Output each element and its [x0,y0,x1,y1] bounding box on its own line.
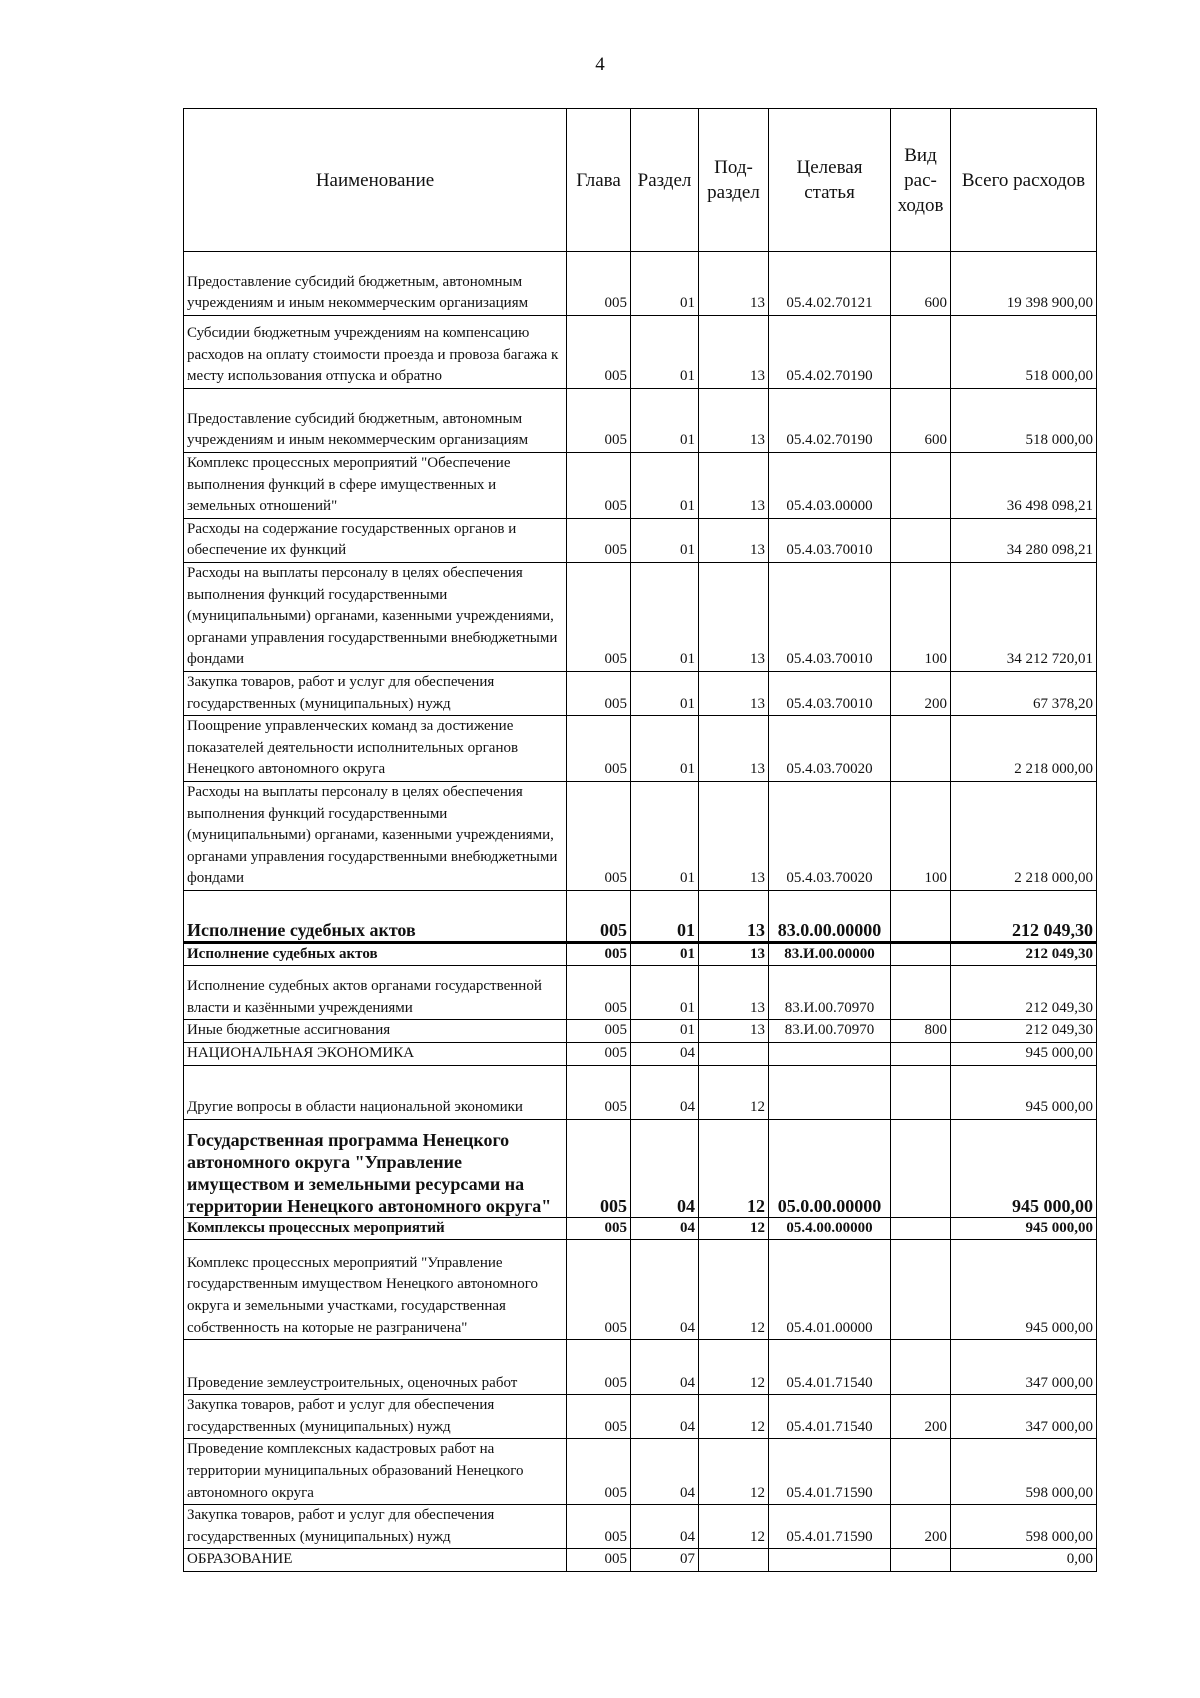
cell-podrazdel: 13 [699,966,769,1020]
cell-podrazdel: 12 [699,1505,769,1549]
cell-podrazdel: 12 [699,1240,769,1340]
cell-razdel: 04 [631,1505,699,1549]
cell-podrazdel: 12 [699,1439,769,1505]
cell-razdel: 01 [631,389,699,453]
cell-podrazdel [699,1549,769,1572]
cell-glava: 005 [567,1549,631,1572]
table-row [184,316,1097,389]
table-row [184,252,1097,316]
budget-table [183,108,1097,1572]
cell-vid [891,453,951,519]
cell-name: Субсидии бюджетным учреждениям на компенсацию расходов на оплату стоимости проезда и провоза багажа к месту использования отпуска и обратно [184,316,567,389]
cell-vid [891,966,951,1020]
cell-podrazdel: 13 [699,562,769,671]
cell-name: Иные бюджетные ассигнования [184,1020,567,1043]
header-glava: Глава [567,109,631,252]
cell-glava: 005 [567,1240,631,1340]
cell-vid [891,1240,951,1340]
cell-podrazdel: 13 [699,671,769,715]
table-row [184,1439,1097,1505]
cell-tselevaya: 83.И.00.70970 [769,1020,891,1043]
cell-total: 347 000,00 [951,1395,1097,1439]
cell-tselevaya: 05.4.03.70020 [769,716,891,782]
cell-podrazdel: 13 [699,781,769,890]
table-row [184,1505,1097,1549]
cell-podrazdel: 13 [699,389,769,453]
cell-glava: 005 [567,316,631,389]
cell-total: 212 049,30 [951,942,1097,966]
cell-razdel: 01 [631,453,699,519]
cell-glava: 005 [567,890,631,942]
cell-razdel: 01 [631,562,699,671]
cell-total: 945 000,00 [951,1119,1097,1217]
cell-name: Комплексы процессных мероприятий [184,1217,567,1240]
cell-total: 945 000,00 [951,1043,1097,1066]
cell-razdel: 04 [631,1119,699,1217]
cell-name: Исполнение судебных актов [184,942,567,966]
header-vid [891,109,951,252]
cell-glava: 005 [567,562,631,671]
cell-name: Проведение комплексных кадастровых работ на территории муниципальных образований Ненецкого автономного округа [184,1439,567,1505]
cell-total: 598 000,00 [951,1505,1097,1549]
cell-podrazdel: 12 [699,1340,769,1395]
table-body [184,252,1097,1572]
cell-tselevaya: 05.4.02.70190 [769,389,891,453]
cell-vid: 100 [891,562,951,671]
cell-total: 518 000,00 [951,389,1097,453]
cell-podrazdel: 13 [699,1020,769,1043]
cell-glava: 005 [567,518,631,562]
table-row [184,890,1097,942]
cell-glava: 005 [567,1043,631,1066]
cell-podrazdel: 13 [699,316,769,389]
cell-total: 212 049,30 [951,966,1097,1020]
cell-tselevaya [769,1065,891,1119]
cell-name: ОБРАЗОВАНИЕ [184,1549,567,1572]
table-row [184,1043,1097,1066]
table-row [184,1549,1097,1572]
header-podrazdel [699,109,769,252]
cell-razdel: 01 [631,316,699,389]
cell-tselevaya: 05.4.01.71590 [769,1439,891,1505]
cell-razdel: 01 [631,781,699,890]
cell-tselevaya: 05.4.03.70010 [769,518,891,562]
cell-tselevaya: 83.И.00.00000 [769,942,891,966]
cell-glava: 005 [567,1505,631,1549]
cell-glava: 005 [567,1119,631,1217]
cell-vid: 200 [891,1395,951,1439]
table-row [184,562,1097,671]
cell-vid [891,942,951,966]
cell-vid [891,890,951,942]
cell-vid [891,1217,951,1240]
cell-vid [891,1439,951,1505]
cell-name: Государственная программа Ненецкого автономного округа "Управление имуществом и земельными ресурсами на территории Ненецкого автономного округа" [184,1119,567,1217]
cell-total: 945 000,00 [951,1065,1097,1119]
cell-name: НАЦИОНАЛЬНАЯ ЭКОНОМИКА [184,1043,567,1066]
cell-glava: 005 [567,1020,631,1043]
cell-vid [891,1043,951,1066]
cell-name: Закупка товаров, работ и услуг для обеспечения государственных (муниципальных) нужд [184,671,567,715]
cell-glava: 005 [567,942,631,966]
cell-glava: 005 [567,1340,631,1395]
cell-razdel: 01 [631,966,699,1020]
header-podrazdel-label: Под-раздел [707,157,760,203]
cell-vid: 100 [891,781,951,890]
table-row [184,1395,1097,1439]
cell-name: Комплекс процессных мероприятий "Управление государственным имуществом Ненецкого автономного округа и земельными участками, государственная собственность на которые не разграничена" [184,1240,567,1340]
header-name: Наименование [184,109,567,252]
cell-tselevaya: 05.4.02.70190 [769,316,891,389]
cell-vid [891,1340,951,1395]
cell-total: 212 049,30 [951,1020,1097,1043]
cell-name: Закупка товаров, работ и услуг для обеспечения государственных (муниципальных) нужд [184,1395,567,1439]
cell-razdel: 01 [631,890,699,942]
table-row [184,671,1097,715]
cell-razdel: 04 [631,1043,699,1066]
cell-total: 347 000,00 [951,1340,1097,1395]
table-row [184,518,1097,562]
cell-razdel: 01 [631,518,699,562]
cell-glava: 005 [567,1065,631,1119]
cell-tselevaya: 05.4.01.71540 [769,1395,891,1439]
cell-razdel: 01 [631,671,699,715]
cell-name: Исполнение судебных актов [184,890,567,942]
cell-tselevaya [769,1549,891,1572]
table-row [184,966,1097,1020]
cell-tselevaya: 83.0.00.00000 [769,890,891,942]
cell-vid [891,316,951,389]
cell-total: 2 218 000,00 [951,716,1097,782]
cell-glava: 005 [567,252,631,316]
cell-tselevaya: 05.4.03.70010 [769,671,891,715]
cell-total: 34 280 098,21 [951,518,1097,562]
cell-total: 212 049,30 [951,890,1097,942]
cell-glava: 005 [567,716,631,782]
cell-glava: 005 [567,1395,631,1439]
cell-podrazdel: 13 [699,942,769,966]
cell-razdel: 01 [631,1020,699,1043]
cell-podrazdel: 13 [699,890,769,942]
cell-vid: 200 [891,1505,951,1549]
cell-name: Другие вопросы в области национальной экономики [184,1065,567,1119]
cell-name: Закупка товаров, работ и услуг для обеспечения государственных (муниципальных) нужд [184,1505,567,1549]
cell-razdel: 01 [631,252,699,316]
cell-podrazdel: 13 [699,716,769,782]
cell-tselevaya: 05.4.03.70020 [769,781,891,890]
table-row [184,453,1097,519]
cell-vid [891,1119,951,1217]
cell-tselevaya: 05.4.03.70010 [769,562,891,671]
header-row [184,109,1097,252]
table-row [184,1340,1097,1395]
cell-glava: 005 [567,1217,631,1240]
table-row [184,716,1097,782]
cell-total: 34 212 720,01 [951,562,1097,671]
cell-name: Комплекс процессных мероприятий "Обеспечение выполнения функций в сфере имущественных и земельных отношений" [184,453,567,519]
cell-glava: 005 [567,453,631,519]
cell-glava: 005 [567,1439,631,1505]
cell-podrazdel: 13 [699,252,769,316]
cell-glava: 005 [567,389,631,453]
cell-vid: 600 [891,252,951,316]
cell-glava: 005 [567,966,631,1020]
cell-tselevaya: 05.4.03.00000 [769,453,891,519]
cell-vid [891,518,951,562]
cell-podrazdel: 12 [699,1395,769,1439]
cell-name: Исполнение судебных актов органами государственной власти и казёнными учреждениями [184,966,567,1020]
cell-total: 19 398 900,00 [951,252,1097,316]
cell-name: Расходы на выплаты персоналу в целях обеспечения выполнения функций государственными (муниципальными) органами, казенными учреждениями, органами управления государственными внебюджетными фондами [184,562,567,671]
cell-glava: 005 [567,781,631,890]
table-row [184,781,1097,890]
cell-tselevaya: 05.4.02.70121 [769,252,891,316]
cell-total: 945 000,00 [951,1240,1097,1340]
cell-name: Поощрение управленческих команд за достижение показателей деятельности исполнительных органов Ненецкого автономного округа [184,716,567,782]
cell-tselevaya: 83.И.00.70970 [769,966,891,1020]
cell-tselevaya [769,1043,891,1066]
table-row [184,389,1097,453]
cell-podrazdel: 12 [699,1065,769,1119]
cell-vid: 800 [891,1020,951,1043]
cell-total: 2 218 000,00 [951,781,1097,890]
cell-vid [891,716,951,782]
cell-razdel: 04 [631,1340,699,1395]
cell-total: 518 000,00 [951,316,1097,389]
cell-name: Проведение землеустроительных, оценочных работ [184,1340,567,1395]
cell-name: Предоставление субсидий бюджетным, автономным учреждениям и иным некоммерческим организациям [184,389,567,453]
cell-vid [891,1549,951,1572]
table-row [184,1119,1097,1217]
cell-razdel: 04 [631,1065,699,1119]
cell-podrazdel: 13 [699,518,769,562]
cell-vid: 600 [891,389,951,453]
cell-razdel: 04 [631,1395,699,1439]
cell-tselevaya: 05.4.00.00000 [769,1217,891,1240]
header-tselevaya-label: Целевая статья [796,157,863,203]
header-vid-label: Вид рас-ходов [897,144,944,216]
table-row [184,1065,1097,1119]
cell-razdel: 07 [631,1549,699,1572]
cell-razdel: 04 [631,1217,699,1240]
cell-total: 598 000,00 [951,1439,1097,1505]
cell-razdel: 04 [631,1439,699,1505]
cell-total: 0,00 [951,1549,1097,1572]
table-row [184,942,1097,966]
page-number: 4 [595,54,605,75]
cell-total: 67 378,20 [951,671,1097,715]
header-total: Всего расходов [951,109,1097,252]
cell-total: 36 498 098,21 [951,453,1097,519]
cell-podrazdel: 12 [699,1217,769,1240]
cell-tselevaya: 05.0.00.00000 [769,1119,891,1217]
cell-tselevaya: 05.4.01.00000 [769,1240,891,1340]
cell-name: Расходы на выплаты персоналу в целях обеспечения выполнения функций государственными (муниципальными) органами, казенными учреждениями, органами управления государственными внебюджетными фондами [184,781,567,890]
cell-vid: 200 [891,671,951,715]
cell-podrazdel: 12 [699,1119,769,1217]
cell-total: 945 000,00 [951,1217,1097,1240]
cell-podrazdel [699,1043,769,1066]
cell-razdel: 01 [631,716,699,782]
header-tselevaya [769,109,891,252]
header-razdel: Раздел [631,109,699,252]
cell-glava: 005 [567,671,631,715]
table-row [184,1020,1097,1043]
cell-tselevaya: 05.4.01.71590 [769,1505,891,1549]
cell-podrazdel: 13 [699,453,769,519]
cell-name: Расходы на содержание государственных органов и обеспечение их функций [184,518,567,562]
cell-vid [891,1065,951,1119]
cell-name: Предоставление субсидий бюджетным, автономным учреждениям и иным некоммерческим организациям [184,252,567,316]
table-row [184,1240,1097,1340]
cell-razdel: 04 [631,1240,699,1340]
cell-razdel: 01 [631,942,699,966]
cell-tselevaya: 05.4.01.71540 [769,1340,891,1395]
table-row [184,1217,1097,1240]
